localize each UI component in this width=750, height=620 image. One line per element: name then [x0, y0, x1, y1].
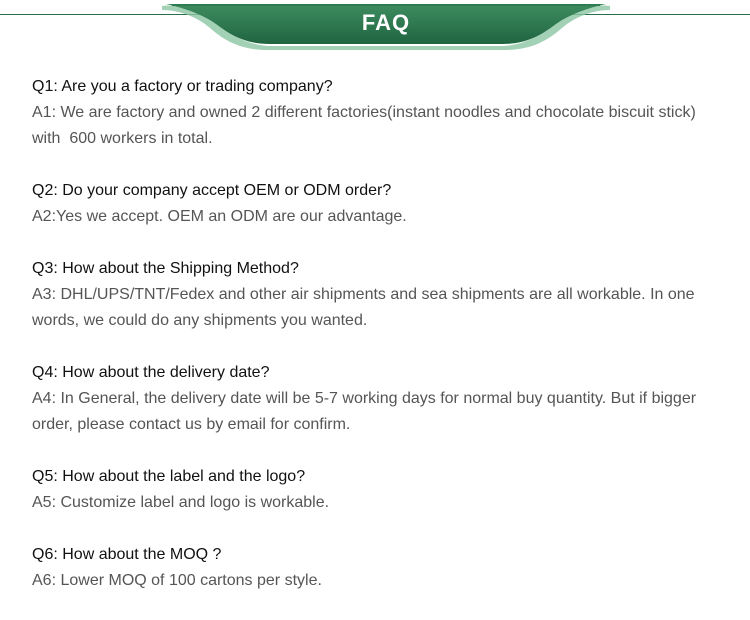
faq-banner: [158, 0, 614, 50]
faq-item-q1: [32, 74, 722, 152]
faq-answer: A4: In General, the delivery date will be 5-7 working days for normal buy quantity. But if bigger order, please contact us by email for confirm.: [32, 390, 697, 433]
faq-answer: A6: Lower MOQ of 100 cartons per style.: [32, 572, 322, 589]
faq-item-q5: [32, 464, 722, 516]
faq-item-q6: [32, 542, 722, 594]
faq-question: Q1: Are you a factory or trading company?: [32, 78, 333, 95]
faq-list: [32, 74, 722, 620]
faq-item-q3: [32, 256, 722, 334]
faq-answer: A5: Customize label and logo is workable.: [32, 494, 330, 511]
faq-item-q2: [32, 178, 722, 230]
faq-answer: A2:Yes we accept. OEM an ODM are our advantage.: [32, 208, 407, 225]
faq-question: Q4: How about the delivery date?: [32, 364, 270, 381]
page-title: FAQ: [361, 10, 411, 35]
faq-question: Q2: Do your company accept OEM or ODM order?: [32, 182, 392, 199]
faq-question: Q3: How about the Shipping Method?: [32, 260, 299, 277]
faq-answer: A3: DHL/UPS/TNT/Fedex and other air shipments and sea shipments are all workable. In one words, we could do any shipments you wanted.: [32, 286, 695, 329]
faq-question: Q6: How about the MOQ ?: [32, 546, 222, 563]
faq-question: Q5: How about the label and the logo?: [32, 468, 306, 485]
faq-answer: A1: We are factory and owned 2 different factories(instant noodles and chocolate biscuit stick) with 600 workers in total.: [32, 104, 696, 147]
faq-item-q4: [32, 360, 722, 438]
